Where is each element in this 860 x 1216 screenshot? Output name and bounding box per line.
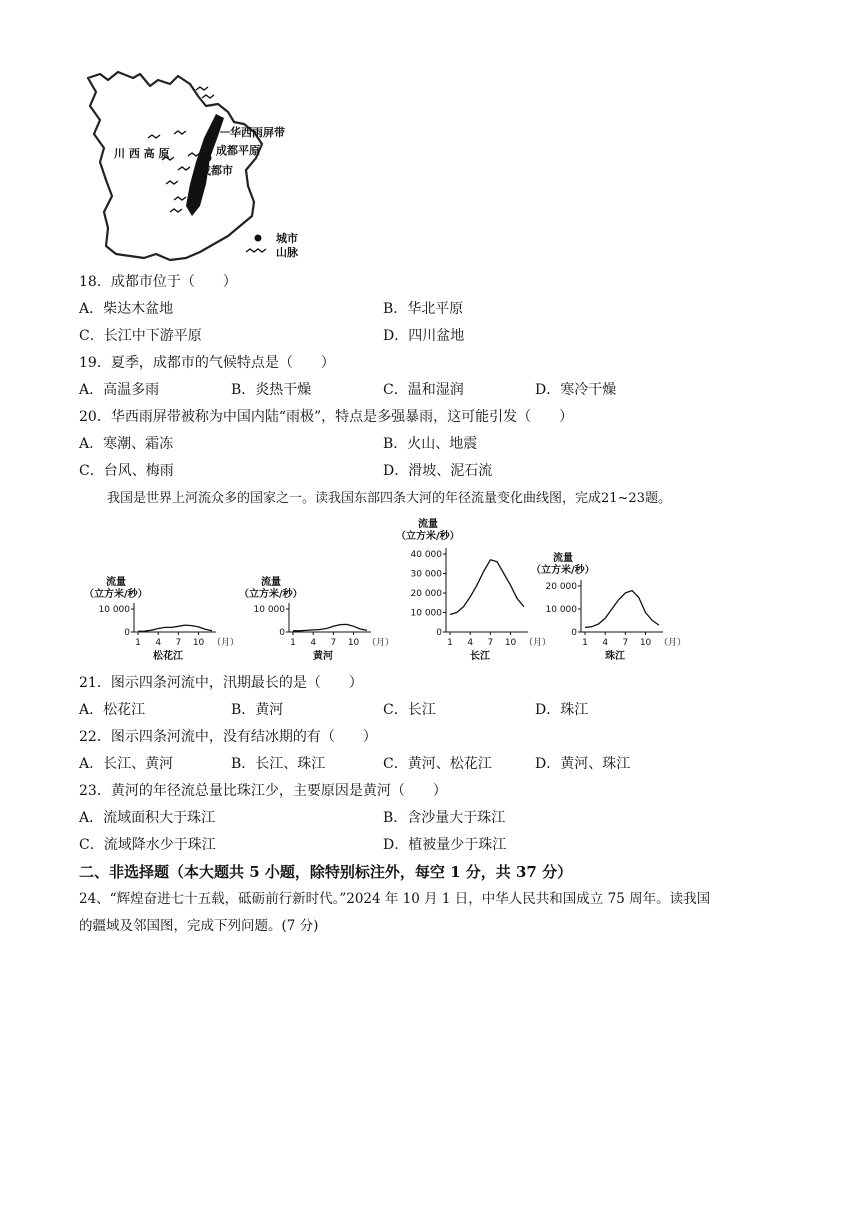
zhujiang-xtick-label: 4 (602, 638, 609, 648)
q18-option-c[interactable]: C．长江中下游平原 (79, 328, 202, 344)
changjiang-ytick-label: 0 (436, 628, 442, 638)
zhujiang-ytick-label: 10 000 (545, 605, 577, 615)
section2-title: 二、非选择题（本大题共 5 小题，除特别标注外，每空 1 分，共 37 分） (79, 863, 573, 881)
q23-option-a[interactable]: A．流域面积大于珠江 (79, 810, 216, 826)
songhua-xtick-label: 1 (135, 638, 141, 648)
q19-stem: 19．夏季，成都市的气候特点是（ ） (79, 355, 335, 371)
zhujiang-ytick-label: 0 (571, 628, 577, 638)
zhujiang-title: 珠江 (605, 651, 625, 662)
songhua-yunit: （立方米/秒） (84, 589, 148, 600)
q23-option-d[interactable]: D．植被量少于珠江 (383, 837, 507, 853)
huanghe-ylabel: 流量 (261, 577, 281, 588)
changjiang-flow-line (450, 560, 524, 615)
q20-option-b[interactable]: B．火山、地震 (383, 436, 478, 452)
changjiang-xunit: （月） (524, 638, 552, 648)
songhua-xtick-label: 10 (192, 638, 205, 648)
q23-stem: 23．黄河的年径流总量比珠江少，主要原因是黄河（ ） (79, 783, 447, 799)
songhua-xtick-label: 7 (175, 638, 182, 648)
q21-option-c[interactable]: C．长江 (383, 702, 436, 718)
changjiang-ytick-label: 30 000 (410, 569, 442, 580)
zhujiang-xtick-label: 1 (582, 638, 588, 648)
intro-21-23: 我国是世界上河流众多的国家之一。读我国东部四条大河的年径流量变化曲线图，完成21~23题。 (107, 491, 671, 506)
q22-stem: 22．图示四条河流中，没有结冰期的有（ ） (79, 729, 377, 745)
changjiang-ytick-label: 20 000 (410, 589, 442, 599)
q21-option-a[interactable]: A．松花江 (79, 702, 146, 718)
huanghe-ytick-label: 0 (279, 628, 285, 638)
zhujiang-ytick-label: 20 000 (545, 582, 577, 592)
legend-city-label: 城市 (276, 232, 298, 245)
q21-stem: 21．图示四条河流中，汛期最长的是（ ） (79, 675, 363, 691)
songhua-title: 松花江 (153, 651, 183, 662)
q22-option-a[interactable]: A．长江、黄河 (79, 756, 174, 772)
map-label-rain-screen: 华西雨屏带 (230, 126, 285, 139)
huanghe-xtick-label: 1 (290, 638, 296, 648)
zhujiang-xtick-label: 10 (639, 638, 652, 648)
legend-mountain-icon (246, 249, 266, 252)
changjiang-yunit: （立方米/秒） (396, 531, 460, 542)
huanghe-xunit: （月） (367, 638, 395, 648)
q24-line2: 的疆域及邻国图，完成下列问题。(7 分) (79, 918, 319, 934)
map-label-plain: 成都平原 (216, 144, 260, 157)
q20-option-d[interactable]: D．滑坡、泥石流 (383, 463, 493, 479)
sichuan-outline (88, 72, 262, 260)
q20-option-c[interactable]: C．台风、梅雨 (79, 463, 174, 479)
map-label-city: 成都市 (200, 164, 233, 177)
q22-option-c[interactable]: C．黄河、松花江 (383, 756, 492, 772)
q18-stem: 18．成都市位于（ ） (79, 274, 237, 290)
songhua-xunit: （月） (212, 638, 240, 648)
q23-option-b[interactable]: B．含沙量大于珠江 (383, 810, 506, 826)
zhujiang-xtick-label: 7 (622, 638, 629, 648)
songhua-ytick-label: 10 000 (98, 605, 130, 615)
changjiang-xtick-label: 1 (447, 638, 453, 648)
q22-option-d[interactable]: D．黄河、珠江 (535, 756, 631, 772)
huanghe-xtick-label: 10 (347, 638, 360, 648)
q18-option-b[interactable]: B．华北平原 (383, 301, 464, 317)
q19-option-d[interactable]: D．寒冷干燥 (535, 382, 617, 398)
q18-option-a[interactable]: A．柴达木盆地 (79, 301, 174, 317)
legend-mountain-label: 山脉 (276, 246, 298, 259)
q19-option-b[interactable]: B．炎热干燥 (231, 382, 312, 398)
q21-option-b[interactable]: B．黄河 (231, 702, 284, 718)
q23-option-c[interactable]: C．流域降水少于珠江 (79, 837, 216, 853)
songhua-ylabel: 流量 (106, 577, 126, 588)
huanghe-title: 黄河 (313, 651, 333, 662)
zhujiang-xunit: （月） (659, 638, 687, 648)
songhua-ytick-label: 0 (124, 628, 130, 638)
q20-stem: 20．华西雨屏带被称为中国内陆“雨极”，特点是多强暴雨，这可能引发（ ） (79, 409, 574, 425)
changjiang-xtick-label: 10 (504, 638, 517, 648)
map-label-plateau: 川 西 高 原 (114, 147, 170, 160)
q18-option-d[interactable]: D．四川盆地 (383, 328, 465, 344)
changjiang-xtick-label: 4 (467, 638, 474, 648)
q21-option-d[interactable]: D．珠江 (535, 702, 589, 718)
changjiang-xtick-label: 7 (487, 638, 494, 648)
huanghe-ytick-label: 10 000 (253, 605, 285, 615)
changjiang-title: 长江 (470, 651, 490, 662)
songhua-flow-line (138, 625, 212, 631)
songhua-xtick-label: 4 (155, 638, 162, 648)
huanghe-flow-line (293, 624, 367, 630)
changjiang-ylabel: 流量 (418, 519, 438, 530)
legend-city-icon (255, 235, 262, 242)
changjiang-ytick-label: 40 000 (410, 550, 442, 560)
chengdu-dot (205, 155, 212, 162)
q19-option-a[interactable]: A．高温多雨 (79, 382, 160, 398)
huanghe-yunit: （立方米/秒） (239, 589, 303, 600)
q22-option-b[interactable]: B．长江、珠江 (231, 756, 326, 772)
q19-option-c[interactable]: C．温和湿润 (383, 382, 464, 398)
zhujiang-flow-line (585, 591, 659, 628)
huanghe-xtick-label: 4 (310, 638, 317, 648)
river-charts-svg (76, 515, 696, 667)
zhujiang-ylabel: 流量 (553, 553, 573, 564)
huanghe-xtick-label: 7 (330, 638, 337, 648)
changjiang-ytick-label: 10 000 (410, 608, 442, 619)
sichuan-map (78, 66, 318, 266)
q24-line1: 24、“辉煌奋进七十五载，砥砺前行新时代。”2024 年 10 月 1 日，中华人民共和国成立 75 周年。读我国 (79, 891, 711, 907)
zhujiang-yunit: （立方米/秒） (531, 565, 595, 576)
q20-option-a[interactable]: A．寒潮、霜冻 (79, 436, 174, 452)
river-charts (76, 515, 696, 667)
